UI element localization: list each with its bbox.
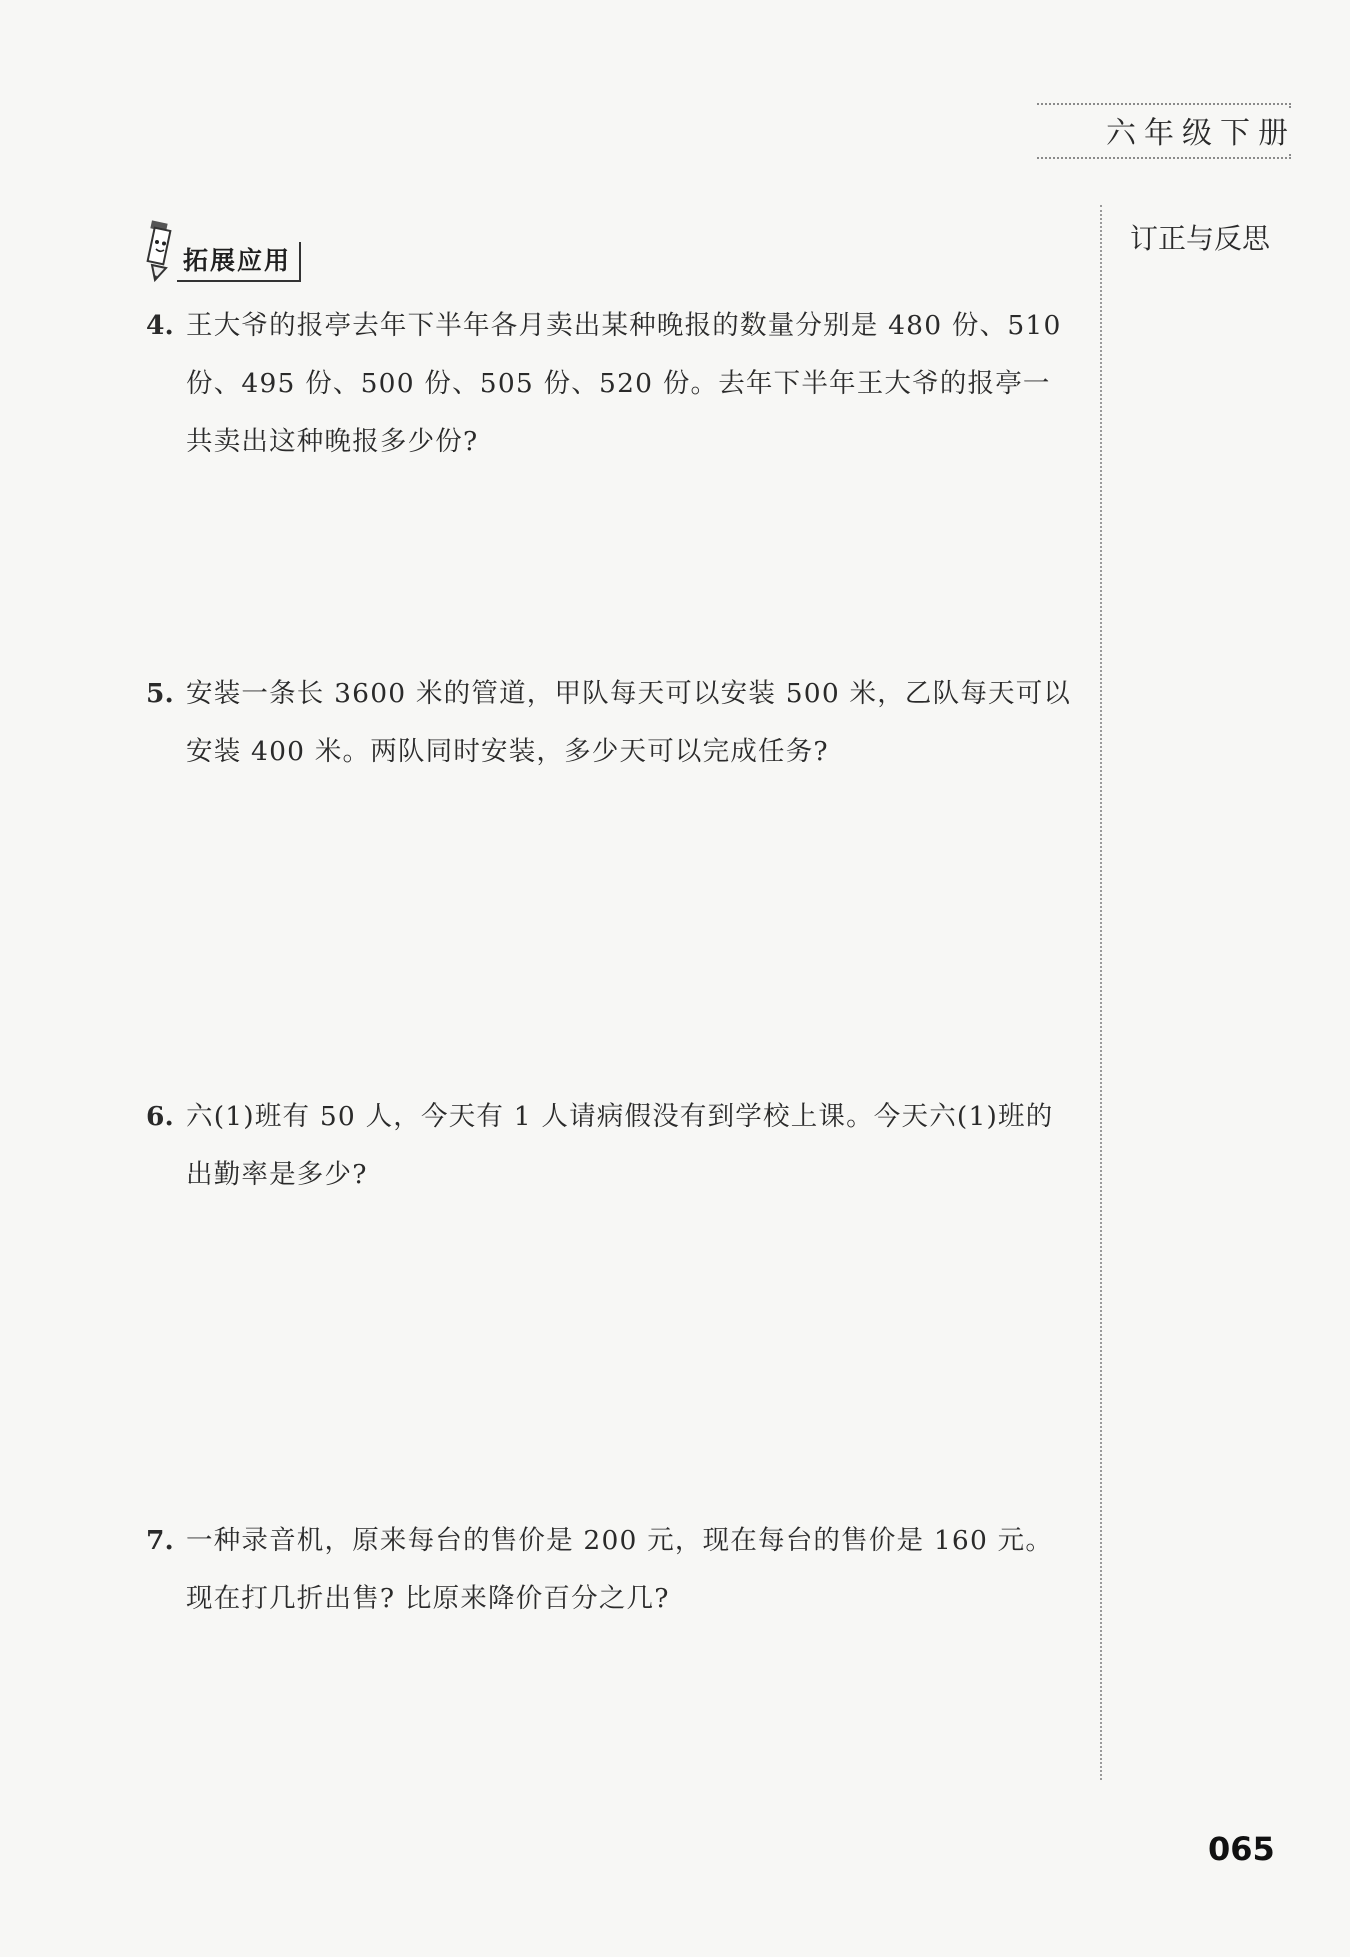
- problem-text: 一种录音机，原来每台的售价是 200 元，现在每台的售价是 160 元。现在打几折出售? 比原来降价百分之几?: [186, 1525, 1054, 1614]
- section-title: 拓展应用: [177, 242, 301, 282]
- problem-7: [146, 1512, 1076, 1628]
- problem-text: 王大爷的报亭去年下半年各月卖出某种晚报的数量分别是 480 份、510 份、495 份、500 份、505 份、520 份。去年下半年王大爷的报亭一共卖出这种晚报多少份?: [186, 310, 1062, 457]
- section-heading: [145, 220, 301, 282]
- problem-number: 5.: [146, 678, 174, 709]
- grade-label: 六年级下册: [1100, 108, 1302, 152]
- problem-5: [146, 665, 1076, 781]
- margin-divider: [1100, 205, 1102, 1780]
- correction-reflection-title: 订正与反思: [1130, 222, 1271, 255]
- problem-text: 六(1)班有 50 人，今天有 1 人请病假没有到学校上课。今天六(1)班的出勤率是多少?: [186, 1101, 1054, 1190]
- problem-number: 6.: [146, 1101, 174, 1132]
- problem-text: 安装一条长 3600 米的管道，甲队每天可以安装 500 米，乙队每天可以安装 400 米。两队同时安装，多少天可以完成任务?: [186, 678, 1072, 767]
- problem-number: 4.: [146, 310, 174, 341]
- page-number: 065: [1208, 1830, 1275, 1868]
- problem-4: [146, 297, 1076, 471]
- pencil-icon: [145, 216, 175, 282]
- problem-number: 7.: [146, 1525, 174, 1556]
- problem-6: [146, 1088, 1076, 1204]
